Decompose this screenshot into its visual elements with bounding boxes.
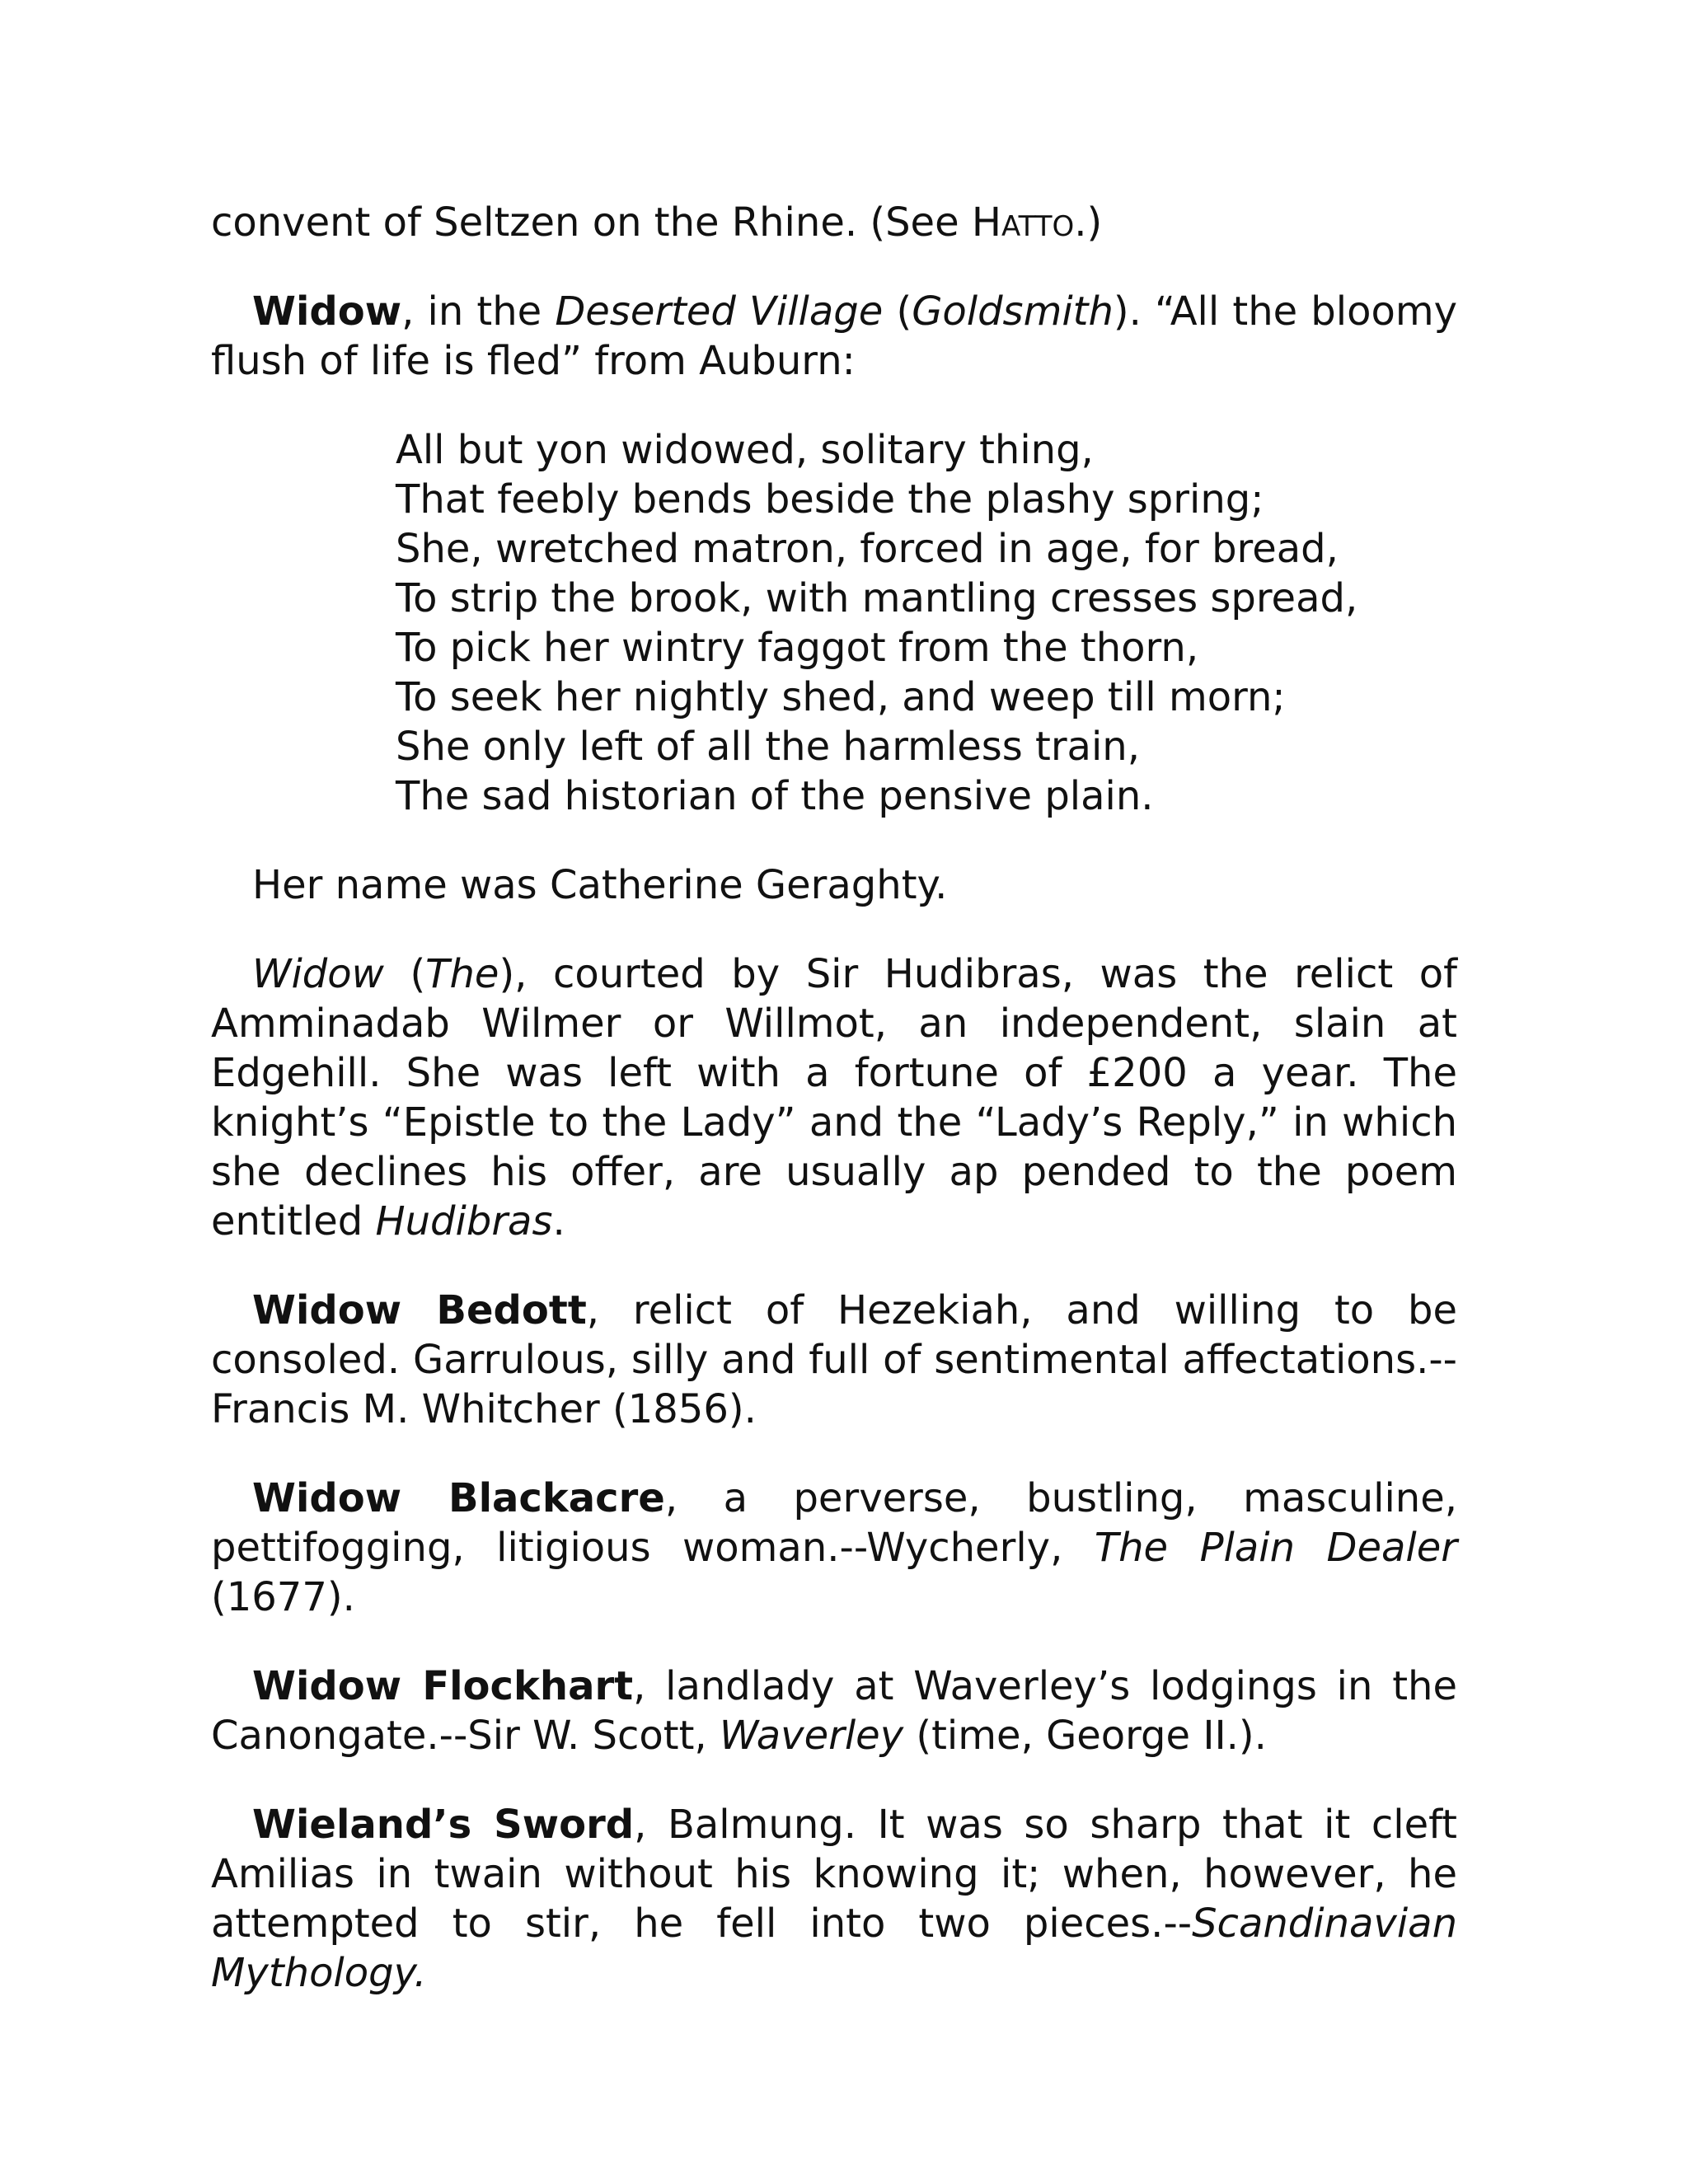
entry-headword: Widow [252, 288, 402, 335]
entry-text: ). “All the bloomy flush of life is fled” from Auburn: [211, 288, 1457, 384]
verse-quotation [396, 425, 1457, 821]
entry-text: , relict of Hezekiah, and willing to be consoled. Garrulous, silly and full of sentimental affectations.--Francis M. Whitcher (1856). [211, 1287, 1458, 1432]
verse-line: That feebly bends beside the plashy spring; [396, 476, 1264, 523]
work-title: Hudibras [375, 1198, 553, 1244]
continuation-paragraph [211, 198, 1457, 247]
verse-line: She only left of all the harmless train, [396, 724, 1140, 770]
entry-text: , Balmung. It was so sharp that it cleft Amilias in twain without his knowing it; when, however, he attempted to stir, he fell into two pieces.-- [211, 1802, 1458, 1947]
continuation-text: convent of Seltzen on the Rhine. (See [211, 199, 972, 246]
entry-text: (1677). [211, 1574, 355, 1620]
work-title: Waverley [719, 1713, 904, 1759]
entry-widow-blackacre [211, 1474, 1457, 1622]
name-note: Her name was Catherine Geraghty. [252, 862, 948, 908]
work-title: The Plain Dealer [1094, 1525, 1458, 1571]
entry-widow-the [211, 949, 1457, 1246]
verse-line: The sad historian of the pensive plain. [396, 773, 1154, 819]
entry-text: ), courted by Sir Hudibras, was the relict of Amminadab Wilmer or Willmot, an independent, slain at Edgehill. She was left with a fortune of £200 a year. The knight’s “Epistle to the Lady” and the “Lady’s Reply,” in which she declines his offer, are usually ap pended to the poem entitled [211, 951, 1457, 1244]
entry-text: (time, George II.). [903, 1713, 1267, 1759]
entry-text: ( [883, 288, 912, 335]
entry-headword: Wieland’s Sword [252, 1802, 635, 1848]
entry-text: . [552, 1198, 565, 1244]
continuation-end: .) [1074, 199, 1103, 246]
verse-line: To pick her wintry faggot from the thorn, [396, 625, 1199, 671]
entry-wielands-sword [211, 1800, 1457, 1998]
entry-headword: Widow Bedott [252, 1287, 587, 1333]
verse-line: All but yon widowed, solitary thing, [396, 427, 1094, 473]
entry-qualifier: The [425, 951, 499, 997]
entry-text: , landlady at Waverley’s lodgings in the Canongate.--Sir W. Scott, [211, 1663, 1457, 1759]
work-title: Scandinavian Mythology. [211, 1900, 1457, 1996]
entry-widow [211, 287, 1457, 386]
verse-line: To seek her nightly shed, and weep till morn; [396, 674, 1286, 720]
entry-headword: Widow Flockhart [252, 1663, 634, 1709]
cross-reference: Hatto [971, 199, 1075, 246]
entry-headword: Widow Blackacre [252, 1475, 665, 1521]
verse-line: To strip the brook, with mantling cresses spread, [396, 575, 1358, 621]
document-page [211, 198, 1457, 2037]
entry-text: ( [383, 951, 426, 997]
entry-headword: Widow [252, 951, 384, 997]
entry-widow-bedott [211, 1286, 1457, 1434]
author-name: Goldsmith [912, 288, 1114, 335]
verse-line: She, wretched matron, forced in age, for bread, [396, 526, 1339, 572]
entry-text: , in the [401, 288, 556, 335]
entry-widow-flockhart [211, 1661, 1457, 1760]
work-title: Deserted Village [555, 288, 884, 335]
entry-text: , a perverse, bustling, masculine, pettifogging, litigious woman.--Wycherly, [211, 1475, 1457, 1571]
